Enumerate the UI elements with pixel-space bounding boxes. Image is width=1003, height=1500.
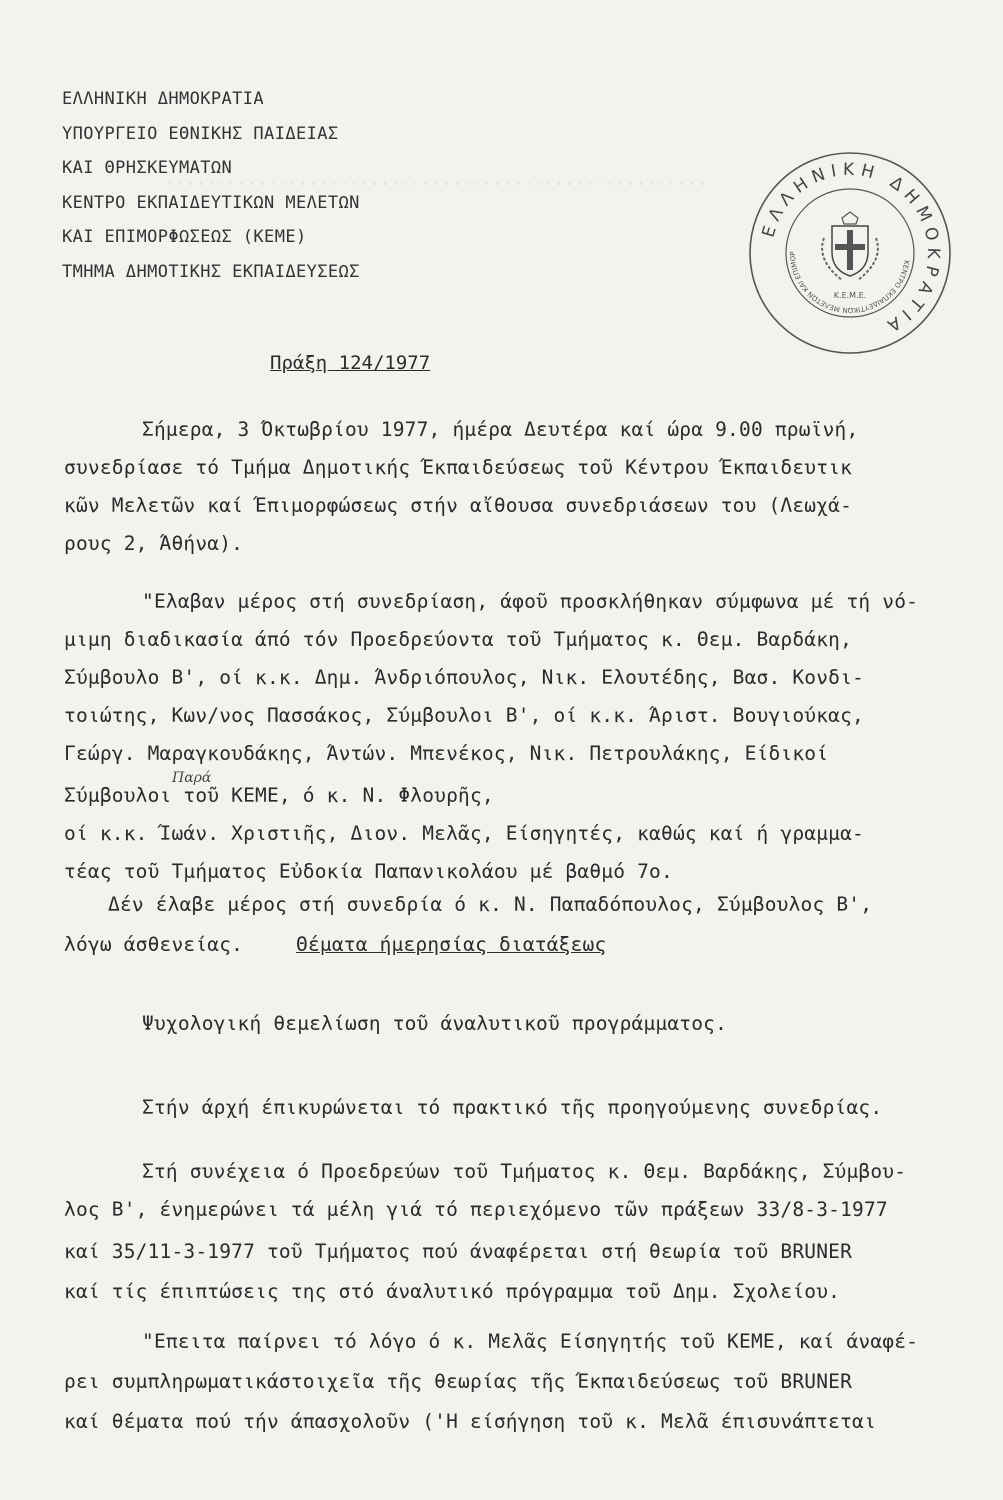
text-line: καί τίς έπιπτώσεις της στό άναλυτικό πρόγραμμα τοῦ Δημ. Σχολείου. [64,1280,841,1303]
text-line: καί θέματα πού τήν άπασχολοῦν ('Η είσήγηση τοῦ κ. Μελᾶ έπισυνάπτεται [64,1410,876,1433]
text-line: Στή συνέχεια ό Προεδρεύων τοῦ Τμήματος κ. Θεμ. Βαρδάκης, Σύμβου- [142,1160,907,1183]
text-line: Σύμβουλο Β', οί κ.κ. Δημ. Άνδριόπουλος, Νικ. Ελουτέδης, Βασ. Κονδι- [64,666,864,689]
seal-abbr: Κ.Ε.Μ.Ε. [833,291,867,300]
text-line: συνεδρίασε τό Τμήμα Δημοτικής Έκπαιδεύσεως τοῦ Κέντρου Έκπαιδευτικ [64,456,853,479]
act-title: Πράξη 124/1977 [270,352,431,374]
letterhead-line: ΥΠΟΥΡΓΕΙΟ ΕΘΝΙΚΗΣ ΠΑΙΔΕΙΑΣ [62,123,339,144]
letterhead-line: ΚΑΙ ΘΡΗΣΚΕΥΜΑΤΩΝ [62,158,233,178]
text-line: "Ελαβαν μέρος στή συνεδρίαση, άφοῦ προσκλήθηκαν σύμφωνα μέ τή νό- [142,590,919,613]
letterhead-line: ΤΜΗΜΑ ΔΗΜΟΤΙΚΗΣ ΕΚΠΑΙΔΕΥΣΕΩΣ [62,261,360,282]
text-line: Γεώργ. Μαραγκουδάκης, Άντών. Μπενέκος, Νικ. Πετρουλάκης, Είδικοί [64,742,829,765]
text-line: τοιώτης, Κων/νος Πασσάκος, Σύμβουλοι Β', οί κ.κ. Άριστ. Βουγιούκας, [64,704,864,727]
text-line: ρους 2, Άθήνα). [64,532,244,555]
official-seal-stamp [745,148,955,358]
letterhead-line: ΕΛΛΗΝΙΚΗ ΔΗΜΟΚΡΑΤΙΑ [62,89,265,109]
text-line: Στήν άρχή έπικυρώνεται τό πρακτικό τῆς προηγούμενης συνεδρίας. [142,1096,883,1119]
text-line: λόγω άσθενείας. [64,933,244,956]
text-line: καί 35/11-3-1977 τοῦ Τμήματος πού άναφέρεται στή θεωρία τοῦ BRUNER [64,1240,853,1263]
agenda-topic: Ψυχολογική θεμελίωση τοῦ άναλυτικοῦ προγράμματος. [142,1012,728,1035]
text-line: οί κ.κ. Ίωάν. Χριστιῆς, Διον. Μελᾶς, Είσηγητές, καθώς καί ή γραμμα- [64,822,864,845]
text-line: Σήμερα, 3 Όκτωβρίου 1977, ήμέρα Δευτέρα καί ώρα 9.00 πρωϊνή, [142,418,859,441]
text-line: Δέν έλαβε μέρος στή συνεδρία ό κ. Ν. Παπαδόπουλος, Σύμβουλος Β', [108,893,873,916]
letterhead-line: ΚΑΙ ΕΠΙΜΟΡΦΩΣΕΩΣ (ΚΕΜΕ) [62,227,307,247]
text-line: λος Β', ένημερώνει τά μέλη γιά τό περιεχόμενο τῶν πράξεων 33/8-3-1977 [64,1198,888,1221]
handwritten-note: Παρά [172,770,212,786]
show-through-text: ..................................................... [165,170,708,190]
seal-inner-text: ΚΕΝΤΡΟ ΕΚΠΑΙΔΕΥΤΙΚΩΝ ΜΕΛΕΤΩΝ ΚΑΙ ΕΠΙΜΟΡ [788,251,911,315]
coat-of-arms-icon [822,212,878,280]
letterhead-line: ΚΕΝΤΡΟ ΕΚΠΑΙΔΕΥΤΙΚΩΝ ΜΕΛΕΤΩΝ [62,192,360,213]
text-line: "Επειτα παίρνει τό λόγο ό κ. Μελᾶς Είσηγητής τοῦ ΚΕΜΕ, καί άναφέ- [142,1330,919,1353]
text-line: τέας τοῦ Τμήματος Εὐδοκία Παπανικολάου μέ βαθμό 7ο. [64,860,673,883]
text-line: κῶν Μελετῶν καί Έπιμορφώσεως στήν αἴθουσα συνεδριάσεων του (Λεωχά- [64,494,853,517]
seal-ring-text: ΕΛΛΗΝΙΚΗ ΔΗΜΟΚΡΑΤΙΑ [758,159,944,339]
text-line: μιμη διαδικασία άπό τόν Προεδρεύοντα τοῦ Τμήματος κ. Θεμ. Βαρδάκη, [64,628,853,651]
text-line: Σύμβουλοι τοῦ ΚΕΜΕ, ό κ. Ν. Φλουρῆς, [64,784,494,807]
letterhead [62,82,360,289]
agenda-heading: Θέματα ήμερησίας διατάξεως [296,933,607,956]
text-line: ρει συμπληρωματικάστοιχεῖα τῆς θεωρίας τῆς Έκπαιδεύσεως τοῦ BRUNER [64,1370,853,1393]
